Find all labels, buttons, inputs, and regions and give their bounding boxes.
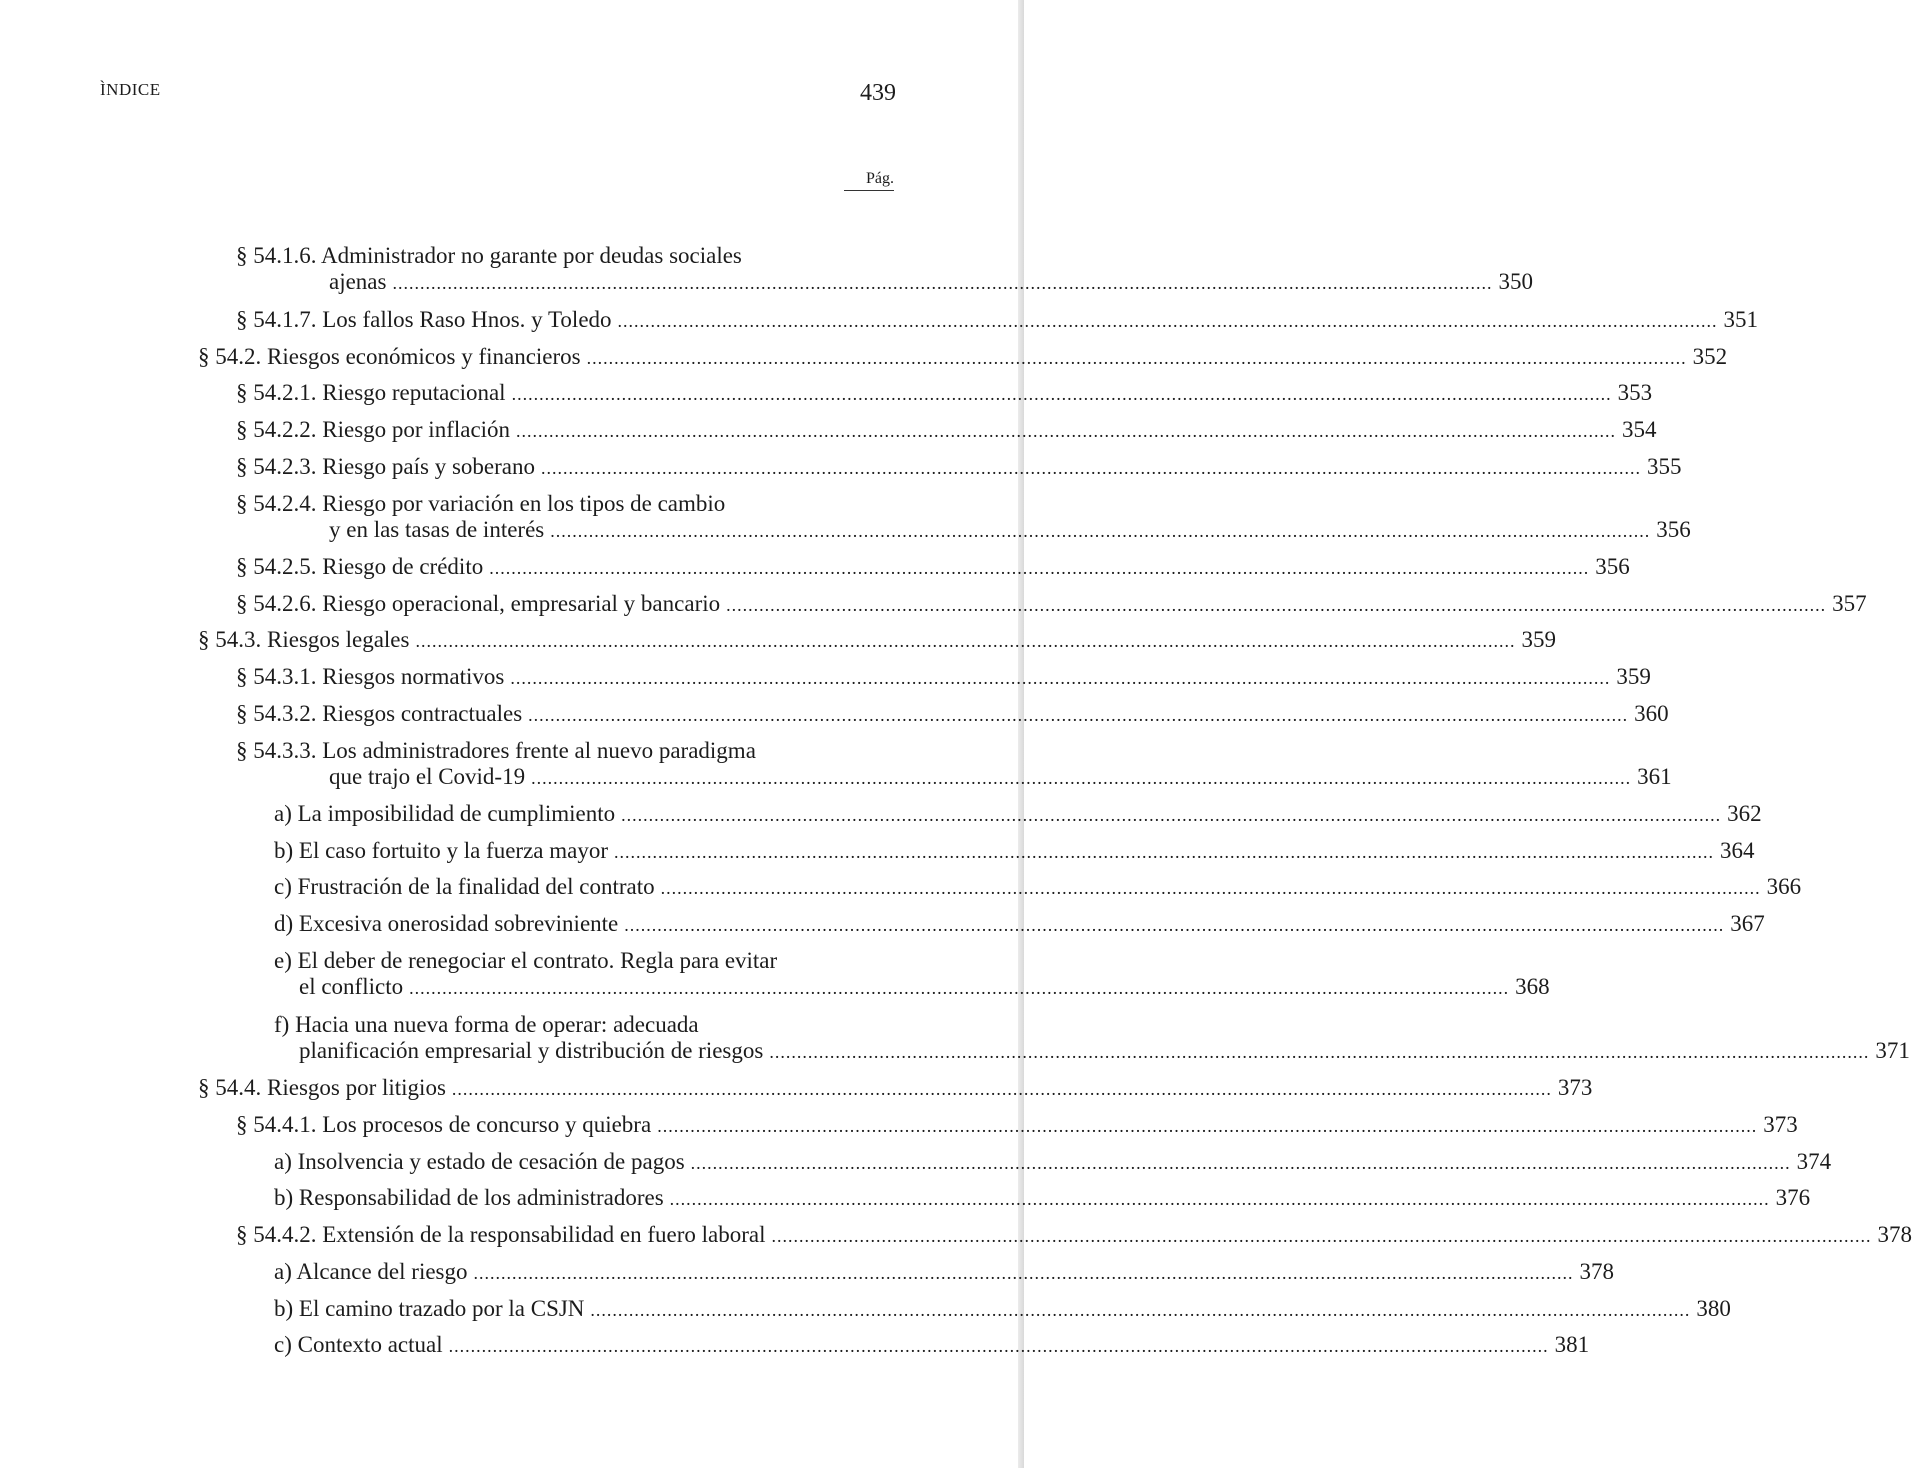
toc-entry-page: 351 — [1723, 307, 1759, 332]
toc-entry-title: § 54.2.3. Riesgo país y soberano — [236, 454, 535, 479]
toc-entry — [236, 307, 1759, 334]
toc-entry-page: 367 — [1730, 911, 1765, 936]
toc-entry — [236, 591, 1867, 618]
dot-leader: ........................................................................................................................................................................................................ — [621, 805, 1722, 825]
toc-entry — [236, 738, 1672, 791]
toc-entry-page: 373 — [1557, 1075, 1593, 1100]
dot-leader: ........................................................................................................................................................................................................ — [617, 311, 1718, 331]
toc-entry — [236, 491, 1691, 544]
dot-leader: ........................................................................................................................................................................................................ — [660, 878, 1761, 898]
toc-entry-title: § 54.4.2. Extensión de la responsabilidad en fuero laboral — [236, 1222, 766, 1247]
page-number: 439 — [860, 80, 896, 106]
toc-entry — [236, 380, 1653, 407]
dot-leader: ........................................................................................................................................................................................................ — [528, 705, 1629, 725]
dot-leader: ........................................................................................................................................................................................................ — [448, 1336, 1549, 1356]
toc-entry — [274, 838, 1755, 865]
dot-leader: ........................................................................................................................................................................................................ — [624, 915, 1725, 935]
dot-leader: ........................................................................................................................................................................................................ — [586, 348, 1687, 368]
dot-leader: ........................................................................................................................................................................................................ — [590, 1300, 1691, 1320]
toc-entry — [236, 664, 1651, 691]
toc-entry — [274, 1296, 1731, 1323]
toc-entry-title: § 54.4. Riesgos por litigios — [198, 1075, 446, 1100]
toc-entry-page: 361 — [1637, 764, 1672, 789]
toc-entry-title: § 54.3.3. Los administradores frente al nuevo paradigma — [236, 738, 756, 763]
dot-leader: ........................................................................................................................................................................................................ — [657, 1116, 1758, 1136]
toc-entry-page: 359 — [1616, 664, 1651, 689]
toc-entry-title: § 54.2.5. Riesgo de crédito — [236, 554, 484, 579]
toc-entry-title: § 54.1.7. Los fallos Raso Hnos. y Toledo — [236, 307, 612, 332]
toc-entry-page: 356 — [1595, 554, 1630, 579]
toc-entry-page: 378 — [1877, 1222, 1912, 1247]
toc-entry-page: 355 — [1646, 454, 1682, 479]
toc-entry-title-continued: el conflicto — [299, 974, 404, 999]
toc-entry-title: c) Contexto actual — [274, 1332, 443, 1357]
dot-leader: ........................................................................................................................................................................................................ — [726, 595, 1827, 615]
toc-entry-title: c) Frustración de la finalidad del contrato — [274, 874, 655, 899]
toc-entry-title-continued: y en las tasas de interés — [329, 517, 545, 542]
dot-leader: ........................................................................................................................................................................................................ — [451, 1079, 1552, 1099]
dot-leader: ........................................................................................................................................................................................................ — [690, 1153, 1791, 1173]
dot-leader: ........................................................................................................................................................................................................ — [771, 1226, 1872, 1246]
toc-entry — [274, 911, 1765, 938]
toc-entry — [236, 454, 1682, 481]
toc-entry-page: 359 — [1521, 627, 1556, 652]
toc-entry-title: b) El camino trazado por la CSJN — [274, 1296, 585, 1321]
toc-entry-page: 374 — [1796, 1149, 1832, 1174]
toc-entry-title: b) El caso fortuito y la fuerza mayor — [274, 838, 609, 863]
toc-entry — [198, 1075, 1593, 1102]
dot-leader: ........................................................................................................................................................................................................ — [550, 521, 1651, 541]
toc-entry-title: § 54.3.2. Riesgos contractuales — [236, 701, 523, 726]
toc-entry-title-continued: ajenas — [329, 269, 387, 294]
toc-entry-title: § 54.2.1. Riesgo reputacional — [236, 380, 506, 405]
toc-entry — [274, 874, 1802, 901]
toc-entry-title: a) Alcance del riesgo — [274, 1259, 468, 1284]
dot-leader: ........................................................................................................................................................................................................ — [540, 458, 1641, 478]
toc-entry-page: 357 — [1832, 591, 1867, 616]
toc-entry-page: 352 — [1692, 344, 1728, 369]
toc-entry — [274, 1149, 1832, 1176]
dot-leader: ........................................................................................................................................................................................................ — [511, 384, 1612, 404]
toc-entry-title: f) Hacia una nueva forma de operar: adecuada — [274, 1012, 699, 1037]
toc-entry — [198, 344, 1728, 371]
toc-entry-title: e) El deber de renegociar el contrato. Regla para evitar — [274, 948, 778, 973]
toc-entry-page: 364 — [1720, 838, 1755, 863]
toc-entry — [236, 1112, 1798, 1139]
toc-entry-page: 378 — [1579, 1259, 1614, 1284]
dot-leader: ........................................................................................................................................................................................................ — [516, 421, 1617, 441]
toc-entry — [274, 1012, 1910, 1065]
toc-entry — [236, 417, 1657, 444]
toc-entry-page: 354 — [1622, 417, 1657, 442]
toc-entry-page: 356 — [1656, 517, 1691, 542]
toc-entry — [274, 1332, 1590, 1359]
toc-entry-title: § 54.2.6. Riesgo operacional, empresarial y bancario — [236, 591, 721, 616]
dot-leader: ........................................................................................................................................................................................................ — [614, 842, 1715, 862]
toc-entry-title-continued: que trajo el Covid-19 — [329, 764, 526, 789]
toc-entry-page: 381 — [1554, 1332, 1590, 1357]
toc-entry — [274, 1259, 1614, 1286]
toc-entry-page: 362 — [1727, 801, 1762, 826]
toc-entry-title-continued: planificación empresarial y distribución de riesgos — [299, 1038, 764, 1063]
toc-entry-title: § 54.4.1. Los procesos de concurso y quiebra — [236, 1112, 652, 1137]
dot-leader: ........................................................................................................................................................................................................ — [415, 631, 1516, 651]
toc-entry-page: 371 — [1875, 1038, 1910, 1063]
toc-entry — [274, 948, 1550, 1001]
toc-entry-page: 353 — [1617, 380, 1653, 405]
toc-entry-title: § 54.1.6. Administrador no garante por deudas sociales — [236, 243, 742, 268]
dot-leader: ........................................................................................................................................................................................................ — [392, 273, 1493, 293]
toc-entry-title: § 54.2.4. Riesgo por variación en los tipos de cambio — [236, 491, 726, 516]
toc-entry-page: 373 — [1763, 1112, 1798, 1137]
toc-entry — [274, 1185, 1811, 1212]
dot-leader: ........................................................................................................................................................................................................ — [489, 558, 1590, 578]
toc-entry-page: 350 — [1498, 269, 1533, 294]
toc-entry — [236, 701, 1669, 728]
toc-entry-page: 366 — [1766, 874, 1802, 899]
page-column-label: Pág. — [844, 170, 894, 191]
dot-leader: ........................................................................................................................................................................................................ — [769, 1042, 1870, 1062]
toc-entry-title: b) Responsabilidad de los administradores — [274, 1185, 664, 1210]
toc-entry-page: 380 — [1696, 1296, 1731, 1321]
dot-leader: ........................................................................................................................................................................................................ — [669, 1189, 1770, 1209]
toc-entry — [274, 801, 1762, 828]
toc-entry-page: 376 — [1775, 1185, 1811, 1210]
dot-leader: ........................................................................................................................................................................................................ — [473, 1263, 1574, 1283]
toc-entry-title: § 54.2.2. Riesgo por inflación — [236, 417, 511, 442]
toc-entry-page: 360 — [1634, 701, 1669, 726]
toc-entry-title: a) La imposibilidad de cumplimiento — [274, 801, 616, 826]
running-head: ÌNDICE — [100, 80, 161, 99]
toc-entry — [236, 554, 1630, 581]
toc-entry-title: d) Excesiva onerosidad sobreviniente — [274, 911, 619, 936]
toc-entry — [198, 627, 1556, 654]
toc-entry-page: 368 — [1515, 974, 1550, 999]
dot-leader: ........................................................................................................................................................................................................ — [409, 978, 1510, 998]
toc-entry — [236, 1222, 1912, 1249]
toc-entry-title: § 54.3.1. Riesgos normativos — [236, 664, 505, 689]
toc-entry-title: a) Insolvencia y estado de cesación de pagos — [274, 1149, 685, 1174]
toc-entry-title: § 54.2. Riesgos económicos y financieros — [198, 344, 581, 369]
toc-entry — [236, 243, 1533, 296]
dot-leader: ........................................................................................................................................................................................................ — [510, 668, 1611, 688]
dot-leader: ........................................................................................................................................................................................................ — [531, 768, 1632, 788]
toc-entry-title: § 54.3. Riesgos legales — [198, 627, 410, 652]
